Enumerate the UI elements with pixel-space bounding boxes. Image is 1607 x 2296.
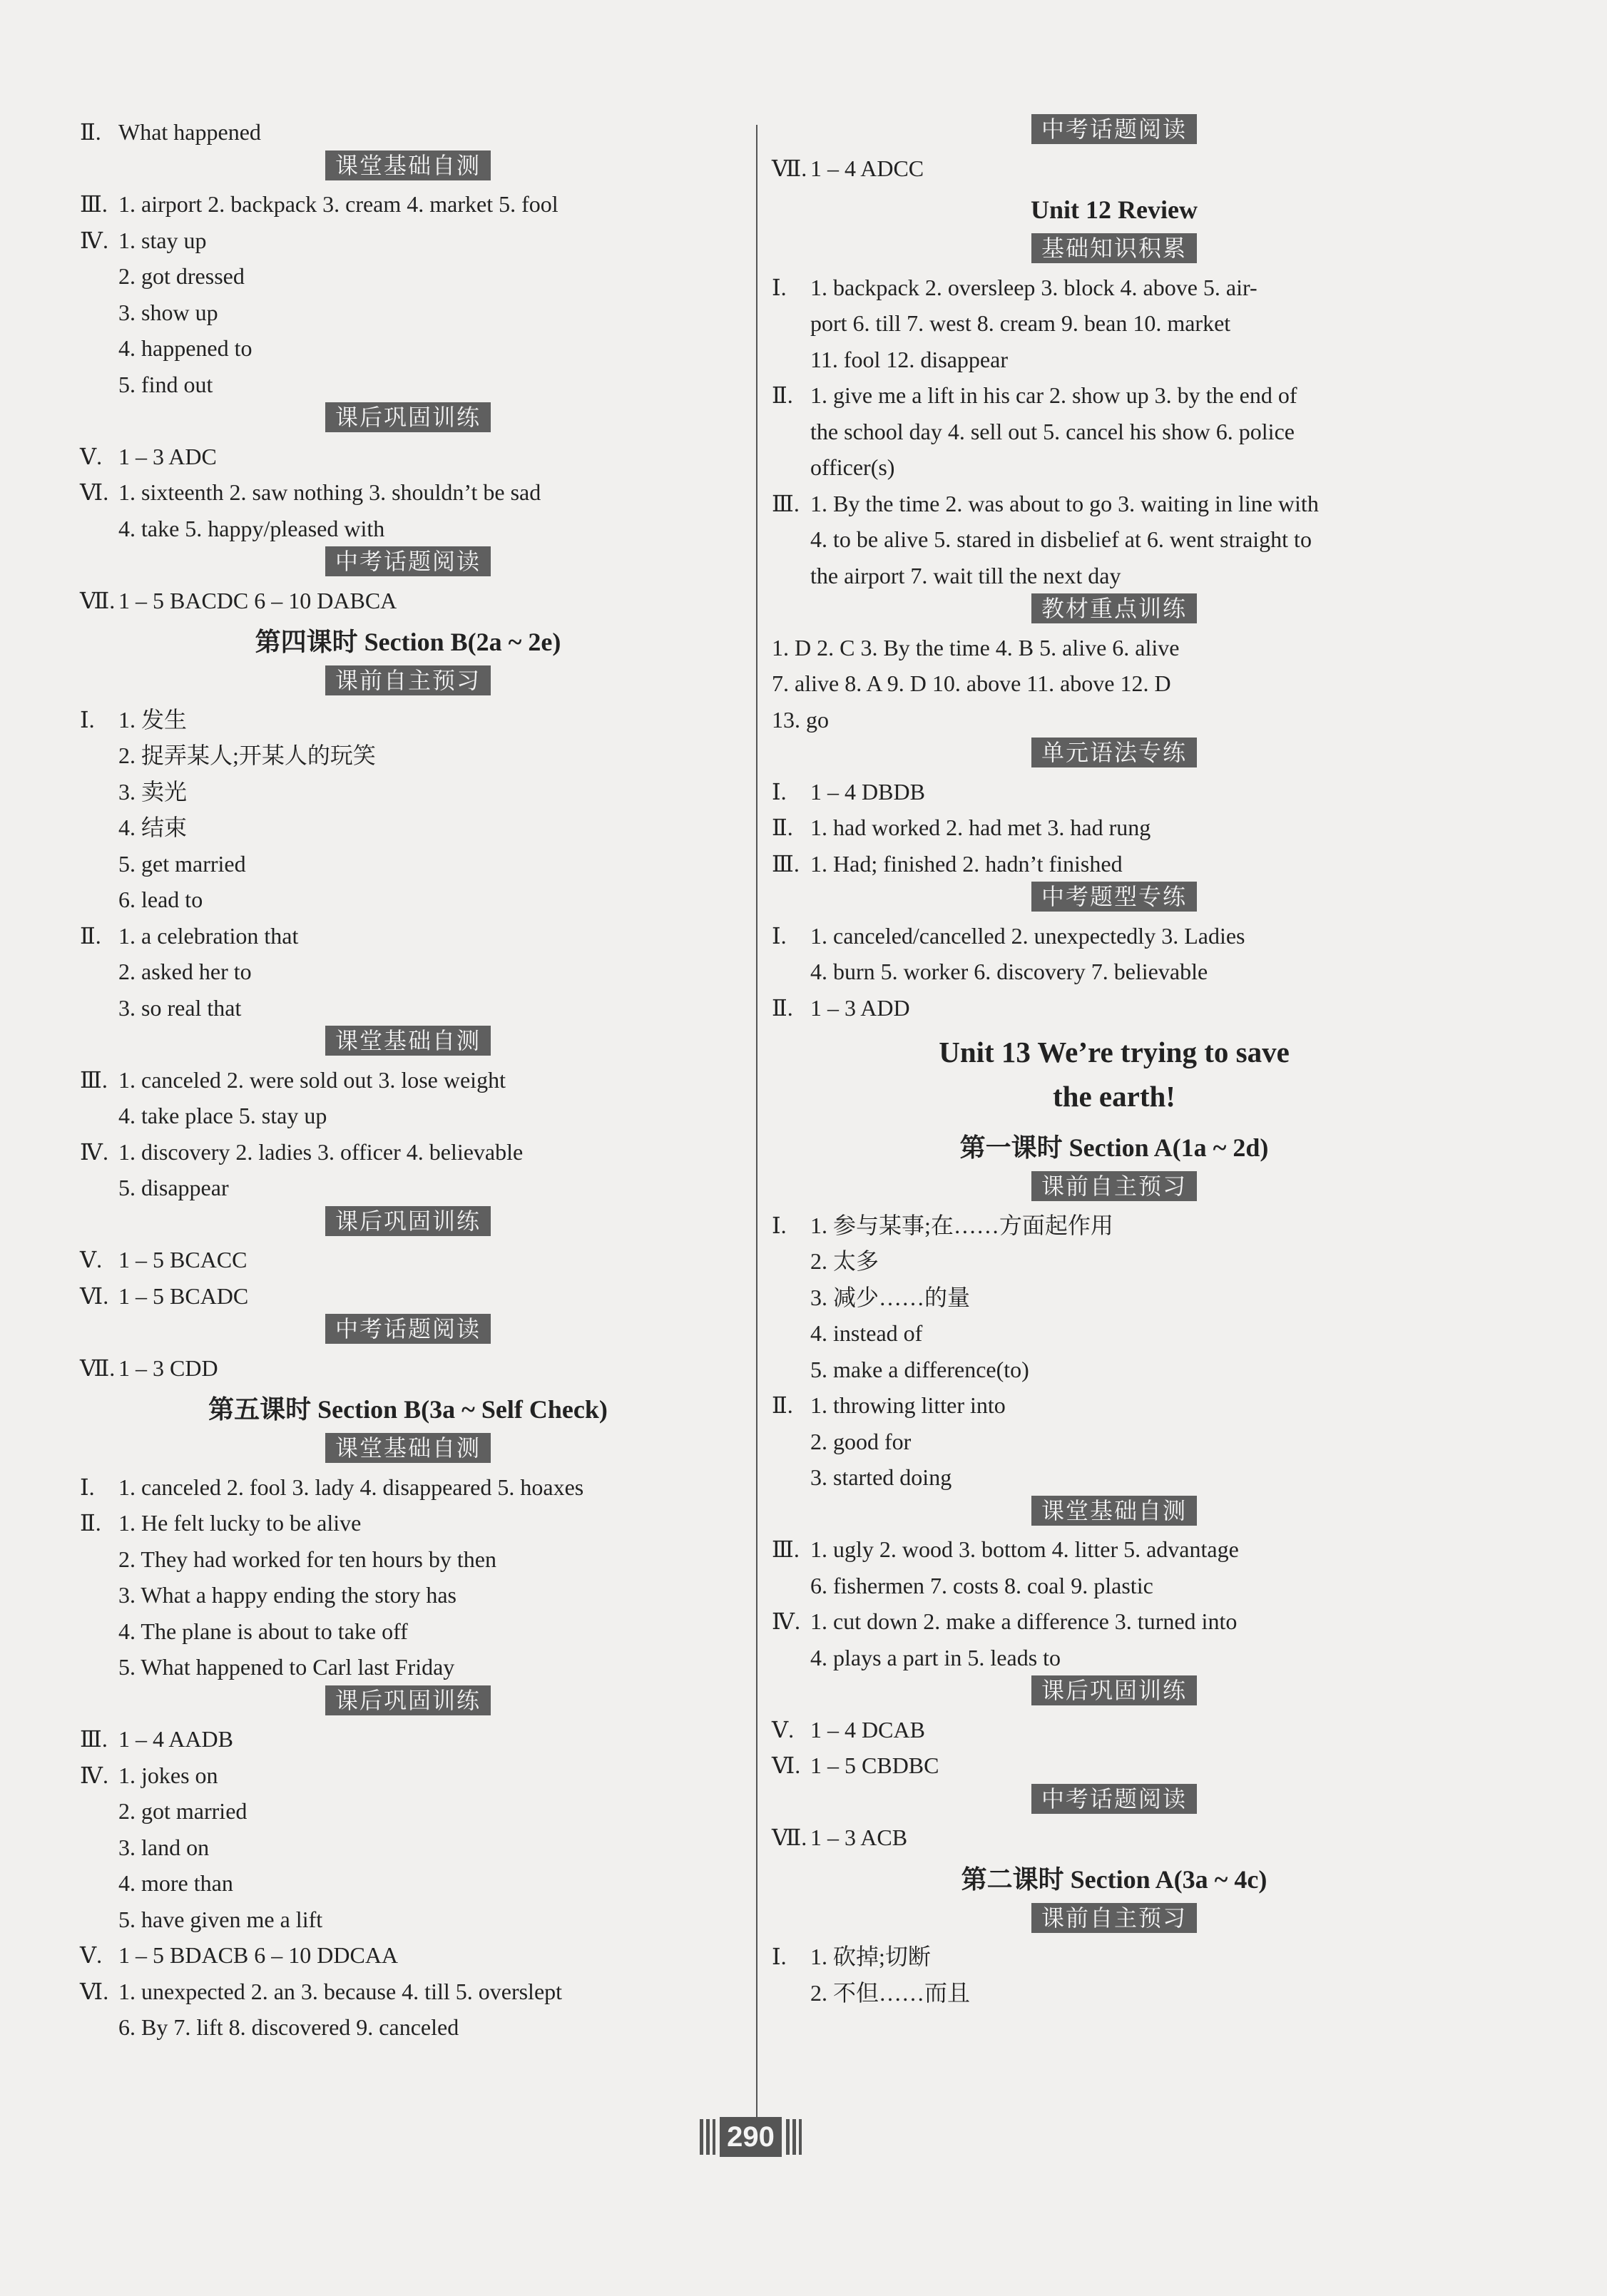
section-band-row (80, 150, 736, 187)
answer-row (80, 474, 736, 511)
answer-subrow (772, 1280, 1456, 1316)
answer-text: 4. take 5. happy/pleased with (118, 515, 385, 541)
column-divider (756, 125, 757, 2136)
answer-text: 1. D 2. C 3. By the time 4. B 5. alive 6. alive (772, 634, 1180, 660)
answer-subrow (80, 1830, 736, 1866)
roman-numeral: Ⅱ. (80, 922, 101, 949)
answer-row (80, 702, 736, 738)
answer-text: 5. get married (118, 850, 246, 877)
roman-numeral: Ⅶ. (772, 1825, 807, 1850)
answer-text: 1 – 4 DBDB (810, 778, 925, 805)
answer-subrow (772, 1315, 1456, 1352)
section-band-row (772, 738, 1456, 774)
answer-text: 5. make a difference(to) (810, 1356, 1029, 1382)
answer-text: 4. take place 5. stay up (118, 1103, 327, 1128)
section-band-row (80, 1685, 736, 1722)
roman-numeral: Ⅰ. (772, 274, 787, 300)
unit-title-line: the earth! (1053, 1080, 1175, 1113)
answer-subrow (772, 1640, 1456, 1676)
answer-subrow (772, 449, 1456, 486)
answer-row (80, 1757, 736, 1794)
answer-text: the airport 7. wait till the next day (810, 562, 1121, 588)
section-band-row (80, 665, 736, 702)
roman-numeral: Ⅱ. (772, 815, 793, 840)
answer-text: 2. asked her to (118, 959, 252, 984)
answer-subrow (80, 1098, 736, 1134)
answer-subrow (80, 511, 736, 547)
answer-subrow (80, 1577, 736, 1613)
answer-text: 1. jokes on (118, 1762, 218, 1788)
answer-row (80, 1134, 736, 1170)
answer-row (80, 186, 736, 223)
answer-row (772, 990, 1456, 1026)
answer-text: 5. What happened to Carl last Friday (118, 1654, 455, 1680)
answer-text: 1. canceled/cancelled 2. unexpectedly 3. Ladies (810, 922, 1245, 949)
answer-text: 1 – 4 ADCC (810, 155, 924, 181)
roman-numeral: Ⅱ. (772, 994, 793, 1021)
answer-row (772, 270, 1456, 306)
answer-row (772, 486, 1456, 522)
section-band: 中考话题阅读 (1031, 114, 1197, 144)
section-band: 中考话题阅读 (1031, 1784, 1197, 1814)
answer-text: 1. 发生 (118, 706, 188, 733)
answer-row (772, 774, 1456, 810)
answer-text: 4. instead of (810, 1320, 923, 1346)
answer-text: 2. They had worked for ten hours by then (118, 1546, 496, 1572)
section-band: 课前自主预习 (325, 665, 491, 695)
section-band: 教材重点训练 (1031, 593, 1197, 623)
roman-numeral: Ⅶ. (80, 1354, 116, 1381)
answer-text: 1. give me a lift in his car 2. show up 3. by the end of (810, 382, 1297, 408)
answer-text: 3. so real that (118, 994, 242, 1021)
answer-text: 4. The plane is about to take off (118, 1618, 408, 1644)
answer-subrow (80, 1170, 736, 1206)
answer-row (772, 1208, 1456, 1244)
answer-subrow (80, 954, 736, 990)
answer-subrow (80, 738, 736, 774)
answer-text: 1. 参与某事;在……方面起作用 (810, 1212, 1113, 1238)
section-band-row (772, 1903, 1456, 1939)
answer-text: 3. What a happy ending the story has (118, 1582, 456, 1608)
answer-text: 11. fool 12. disappear (810, 346, 1008, 372)
lesson-heading: 第二课时 Section A(3a ~ 4c) (961, 1864, 1267, 1894)
section-band-row (772, 1496, 1456, 1532)
answer-text: 2. got dressed (118, 263, 245, 289)
answer-subrow (772, 558, 1456, 594)
answer-text: 1. ugly 2. wood 3. bottom 4. litter 5. advantage (810, 1536, 1239, 1562)
answer-text: 3. 减少……的量 (810, 1284, 971, 1310)
answer-text: 3. show up (118, 299, 218, 325)
answer-text: 1 – 3 ACB (810, 1825, 908, 1850)
answer-text: 4. plays a part in 5. leads to (810, 1644, 1061, 1670)
section-band-row (80, 1206, 736, 1243)
answer-text: 5. find out (118, 371, 213, 397)
answer-text: 4. 结束 (118, 815, 188, 840)
section-band-row (80, 1433, 736, 1469)
answer-text: 4. more than (118, 1870, 233, 1896)
answer-subrow (80, 258, 736, 295)
answer-text: 1. unexpected 2. an 3. because 4. till 5. overslept (118, 1978, 563, 2004)
unit-title-line: Unit 13 We’re trying to save (939, 1036, 1290, 1068)
answer-subrow (80, 1865, 736, 1902)
answer-row (772, 1531, 1456, 1568)
roman-numeral: Ⅲ. (772, 490, 800, 516)
answer-text: the school day 4. sell out 5. cancel his show 6. police (810, 418, 1295, 444)
answer-text: 1 – 4 AADB (118, 1726, 233, 1752)
section-band: 课堂基础自测 (325, 1026, 491, 1056)
answer-text: 1. 砍掉;切断 (810, 1944, 931, 1969)
section-band: 单元语法专练 (1031, 738, 1197, 767)
answer-row (772, 1820, 1456, 1856)
answer-subrow (80, 1649, 736, 1685)
answer-row (772, 1712, 1456, 1748)
roman-numeral: Ⅱ. (772, 1392, 793, 1418)
section-band-row (772, 233, 1456, 270)
answer-row (80, 1721, 736, 1757)
answer-subrow (772, 342, 1456, 378)
answer-subrow (80, 846, 736, 882)
answer-subrow (80, 774, 736, 810)
answer-subrow (772, 1568, 1456, 1604)
answer-text: 1. had worked 2. had met 3. had rung (810, 815, 1151, 840)
roman-numeral: Ⅱ. (80, 119, 101, 145)
roman-numeral: Ⅴ. (772, 1716, 795, 1743)
answer-text: 2. good for (810, 1428, 912, 1454)
answer-subrow (80, 2009, 736, 2046)
answer-subrow (80, 367, 736, 403)
answer-text: 5. disappear (118, 1175, 229, 1200)
answer-text: 2. 捉弄某人;开某人的玩笑 (118, 743, 376, 768)
answer-row (80, 918, 736, 954)
answer-subrow (772, 1975, 1456, 2011)
answer-text: 1 – 4 DCAB (810, 1716, 925, 1743)
answer-row (80, 439, 736, 475)
roman-numeral: Ⅴ. (80, 1247, 103, 1272)
roman-numeral: Ⅲ. (80, 1066, 108, 1093)
roman-numeral: Ⅳ. (80, 1138, 108, 1165)
answer-subrow (772, 521, 1456, 558)
answer-row (80, 1469, 736, 1506)
section-band: 课堂基础自测 (325, 1433, 491, 1463)
section-band: 课前自主预习 (1031, 1903, 1197, 1933)
answer-subrow (772, 1243, 1456, 1280)
answer-row (80, 114, 736, 150)
answer-text: 1. a celebration that (118, 922, 299, 949)
lesson-heading: 第一课时 Section A(1a ~ 2d) (959, 1133, 1269, 1162)
answer-text: 1. canceled 2. were sold out 3. lose weight (118, 1066, 506, 1093)
answer-row (772, 1603, 1456, 1640)
section-band: 中考题型专练 (1031, 882, 1197, 912)
section-band-row (80, 1026, 736, 1062)
answer-text: 4. happened to (118, 335, 252, 361)
section-band-row (772, 1675, 1456, 1712)
answer-text: 1 – 5 BCADC (118, 1282, 249, 1309)
answer-text: 1 – 5 BCACC (118, 1247, 248, 1272)
answer-text: 1 – 3 ADC (118, 443, 217, 469)
answer-text: 6. lead to (118, 887, 203, 912)
answer-subrow (772, 305, 1456, 342)
answer-row (772, 918, 1456, 954)
answer-subrow (80, 330, 736, 367)
roman-numeral: Ⅵ. (80, 479, 109, 505)
answer-text: 1. backpack 2. oversleep 3. block 4. above 5. air- (810, 274, 1257, 300)
roman-numeral: Ⅰ. (80, 1474, 95, 1500)
roman-numeral: Ⅶ. (80, 587, 116, 613)
section-band: 基础知识积累 (1031, 233, 1197, 263)
section-band-row (772, 593, 1456, 630)
answer-text: 1. throwing litter into (810, 1392, 1006, 1418)
section-band: 课后巩固训练 (325, 402, 491, 432)
answer-row (772, 846, 1456, 882)
answer-row (80, 223, 736, 259)
answer-text: 1 – 3 CDD (118, 1354, 218, 1381)
answer-text: 4. burn 5. worker 6. discovery 7. believable (810, 959, 1208, 984)
answer-text: 3. started doing (810, 1464, 952, 1490)
answer-subrow (80, 1902, 736, 1938)
section-band: 课堂基础自测 (325, 150, 491, 180)
answer-row (772, 1387, 1456, 1424)
left-column (80, 114, 736, 2046)
answer-row (772, 377, 1456, 414)
answer-row (772, 1939, 1456, 1975)
answer-text: 1. discovery 2. ladies 3. officer 4. believable (118, 1138, 524, 1165)
answer-text: 1. sixteenth 2. saw nothing 3. shouldn’t be sad (118, 479, 541, 505)
lesson-heading: Unit 12 Review (1031, 195, 1198, 224)
answer-row (80, 1242, 736, 1278)
answer-row (772, 1747, 1456, 1784)
roman-numeral: Ⅲ. (772, 850, 800, 877)
section-band-row (80, 1314, 736, 1350)
answer-text: 3. 卖光 (118, 778, 188, 805)
answer-text: 2. 不但……而且 (810, 1979, 971, 2006)
section-band: 课后巩固训练 (1031, 1675, 1197, 1705)
page-number-label: 290 (720, 2117, 782, 2157)
page-number (678, 2115, 824, 2159)
answer-subrow (80, 990, 736, 1026)
answer-text: officer(s) (810, 454, 895, 480)
roman-numeral: Ⅱ. (80, 1510, 101, 1536)
section-band: 课后巩固训练 (325, 1685, 491, 1715)
roman-numeral: Ⅴ. (80, 443, 103, 469)
answer-text: 4. to be alive 5. stared in disbelief at 6. went straight to (810, 526, 1312, 552)
answer-text: 1 – 3 ADD (810, 994, 910, 1021)
answer-subrow (772, 1459, 1456, 1496)
section-band: 课前自主预习 (1031, 1171, 1197, 1201)
answer-subrow (80, 295, 736, 331)
answer-row (772, 665, 1456, 702)
lesson-heading: 第五课时 Section B(3a ~ Self Check) (208, 1395, 608, 1424)
roman-numeral: Ⅲ. (80, 191, 108, 217)
roman-numeral: Ⅱ. (772, 382, 793, 408)
roman-numeral: Ⅴ. (80, 1942, 103, 1968)
answer-text: 1. By the time 2. was about to go 3. waiting in line with (810, 490, 1319, 516)
right-column (772, 114, 1456, 2011)
answer-text: 1. canceled 2. fool 3. lady 4. disappeared 5. hoaxes (118, 1474, 584, 1500)
answer-text: 6. By 7. lift 8. discovered 9. canceled (118, 2014, 459, 2040)
section-band-row (772, 1171, 1456, 1208)
page-number-decoration-left (700, 2119, 715, 2155)
answer-subrow (772, 1424, 1456, 1460)
answer-text: 1. stay up (118, 227, 207, 253)
answer-row (772, 630, 1456, 666)
roman-numeral: Ⅰ. (772, 922, 787, 949)
section-band-row (772, 882, 1456, 918)
answer-row (80, 1974, 736, 2010)
roman-numeral: Ⅰ. (772, 1944, 787, 1969)
answer-text: 2. got married (118, 1798, 248, 1824)
unit-title (772, 1026, 1456, 1124)
answer-row (80, 583, 736, 619)
answer-subrow (80, 1793, 736, 1830)
answer-subrow (80, 810, 736, 846)
answer-row (80, 1505, 736, 1541)
answer-text: 1. cut down 2. make a difference 3. turned into (810, 1608, 1238, 1634)
answer-row (80, 1350, 736, 1387)
roman-numeral: Ⅵ. (80, 1978, 109, 2004)
roman-numeral: Ⅶ. (772, 155, 807, 181)
answer-text: What happened (118, 119, 261, 145)
answer-row (772, 702, 1456, 738)
answer-text: 1 – 5 BACDC 6 – 10 DABCA (118, 587, 397, 613)
section-band: 中考话题阅读 (325, 1314, 491, 1344)
answer-subrow (772, 954, 1456, 990)
answer-text: 1. airport 2. backpack 3. cream 4. market 5. fool (118, 191, 558, 217)
answer-subrow (80, 1613, 736, 1650)
roman-numeral: Ⅳ. (80, 227, 108, 253)
roman-numeral: Ⅰ. (772, 1212, 787, 1238)
answer-subrow (772, 414, 1456, 450)
section-band: 课堂基础自测 (1031, 1496, 1197, 1526)
answer-text: 1 – 5 BDACB 6 – 10 DDCAA (118, 1942, 399, 1968)
roman-numeral: Ⅵ. (80, 1282, 109, 1309)
roman-numeral: Ⅰ. (772, 778, 787, 805)
answer-row (772, 150, 1456, 187)
answer-text: 1 – 5 CBDBC (810, 1752, 939, 1778)
answer-text: 13. go (772, 706, 829, 733)
roman-numeral: Ⅲ. (772, 1536, 800, 1562)
roman-numeral: Ⅳ. (772, 1608, 800, 1634)
answer-text: 5. have given me a lift (118, 1906, 323, 1932)
answer-row (772, 810, 1456, 846)
answer-text: 7. alive 8. A 9. D 10. above 11. above 12. D (772, 670, 1171, 696)
answer-text: 2. 太多 (810, 1248, 879, 1274)
answer-row (80, 1278, 736, 1315)
answer-text: 6. fishermen 7. costs 8. coal 9. plastic (810, 1572, 1153, 1598)
section-band-row (80, 546, 736, 583)
answer-text: port 6. till 7. west 8. cream 9. bean 10. market (810, 310, 1231, 336)
answer-text: 3. land on (118, 1834, 210, 1860)
roman-numeral: Ⅵ. (772, 1752, 801, 1778)
section-band-row (772, 1784, 1456, 1820)
section-band-row (80, 402, 736, 439)
page-number-decoration-right (786, 2119, 802, 2155)
roman-numeral: Ⅰ. (80, 706, 95, 733)
answer-text: 1. Had; finished 2. hadn’t finished (810, 850, 1123, 877)
answer-text: 1. He felt lucky to be alive (118, 1510, 362, 1536)
section-band: 课后巩固训练 (325, 1206, 491, 1236)
lesson-heading: 第四课时 Section B(2a ~ 2e) (255, 628, 561, 656)
roman-numeral: Ⅲ. (80, 1726, 108, 1752)
answer-row (80, 1937, 736, 1974)
answer-subrow (80, 882, 736, 918)
answer-subrow (80, 1541, 736, 1578)
answer-subrow (772, 1352, 1456, 1388)
section-band-row (772, 114, 1456, 150)
answer-row (80, 1062, 736, 1098)
section-band: 中考话题阅读 (325, 546, 491, 576)
roman-numeral: Ⅳ. (80, 1762, 108, 1788)
